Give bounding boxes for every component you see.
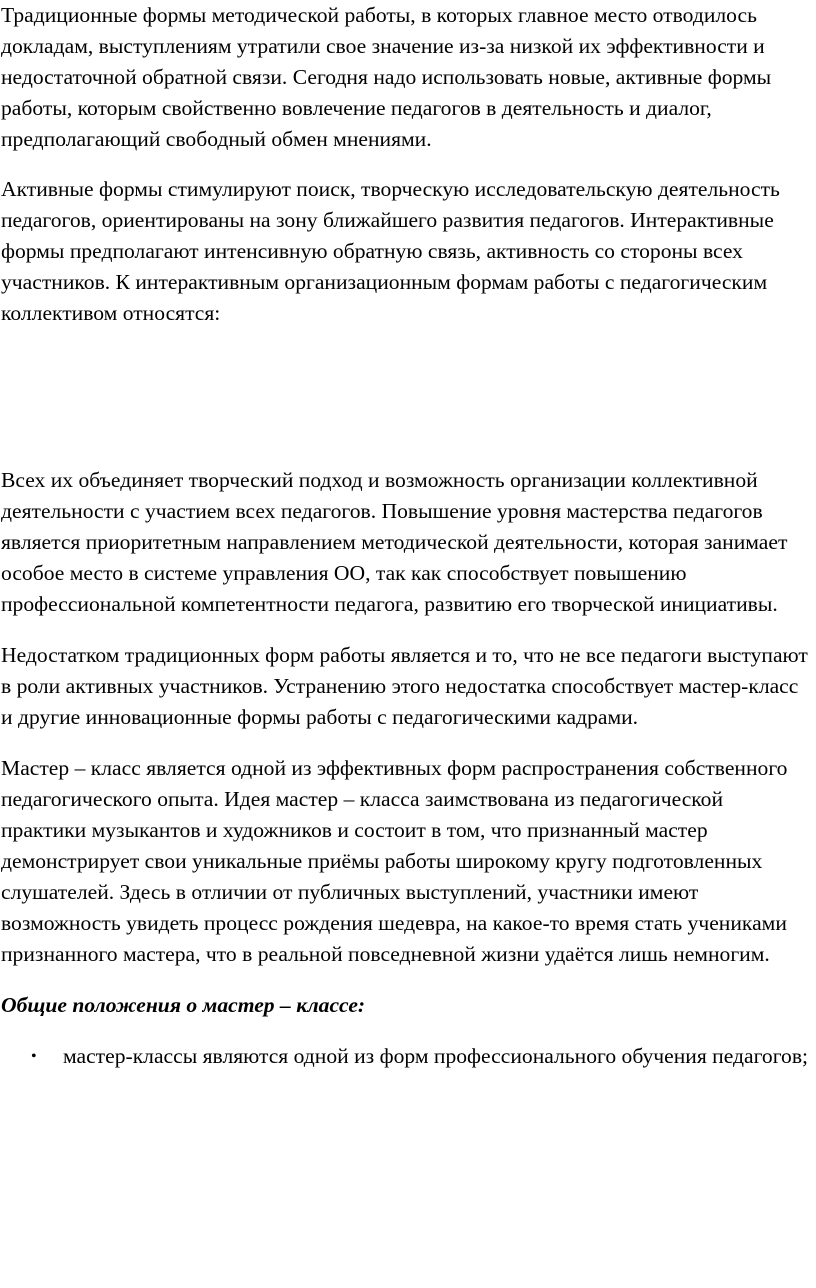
paragraph-traditional-forms: Традиционные формы методической работы, в которых главное место отводилось докладам, выступлениям утратили свое значение из-за низкой их эффективности и недостаточной обратной связи. Сегодня надо использовать новые, активные формы работы, которым свойственно вовлечение педагогов в деятельность и диалог, предполагающий свободный обмен мнениями. bbox=[1, 3, 772, 151]
paragraph-active-forms: Активные формы стимулируют поиск, творческую исследовательскую деятельность педагогов, ориентированы на зону ближайшего развития педагогов. Интерактивные формы предполагают интенсивную обратную связь, активность со стороны всех участников. К интерактивным организационным формам работы с педагогическим коллективом относятся: bbox=[1, 177, 780, 325]
list-item bbox=[1, 1041, 810, 1072]
bullet-icon: • bbox=[31, 1048, 37, 1065]
section-heading: Общие положения о мастер – классе: bbox=[1, 993, 366, 1017]
paragraph-drawback: Недостатком традиционных форм работы является и то, что не все педагоги выступают в роли активных участников. Устранению этого недостатка способствует мастер-класс и другие инновационные формы работы с педагогическими кадрами. bbox=[1, 643, 808, 729]
paragraph-master-class: Мастер – класс является одной из эффективных форм распространения собственного педагогического опыта. Идея мастер – класса заимствована из педагогической практики музыкантов и художников и состоит в том, что признанный мастер демонстрирует свои уникальные приёмы работы широкому кругу подготовленных слушателей. Здесь в отличии от публичных выступлений, участники имеют возможность увидеть процесс рождения шедевра, на какое-то время стать учениками признанного мастера, что в реальной повседневной жизни удаётся лишь немногим. bbox=[1, 756, 788, 966]
provisions-list bbox=[1, 1041, 810, 1072]
list-item-text: мастер-классы являются одной из форм профессионального обучения педагогов; bbox=[63, 1044, 809, 1068]
blank-space bbox=[1, 329, 810, 465]
paragraph-creative-approach: Всех их объединяет творческий подход и возможность организации коллективной деятельности с участием всех педагогов. Повышение уровня мастерства педагогов является приоритетным направлением методической деятельности, которая занимает особое место в системе управления ОО, так как способствует повышению профессиональной компетентности педагога, развитию его творческой инициативы. bbox=[1, 468, 788, 616]
